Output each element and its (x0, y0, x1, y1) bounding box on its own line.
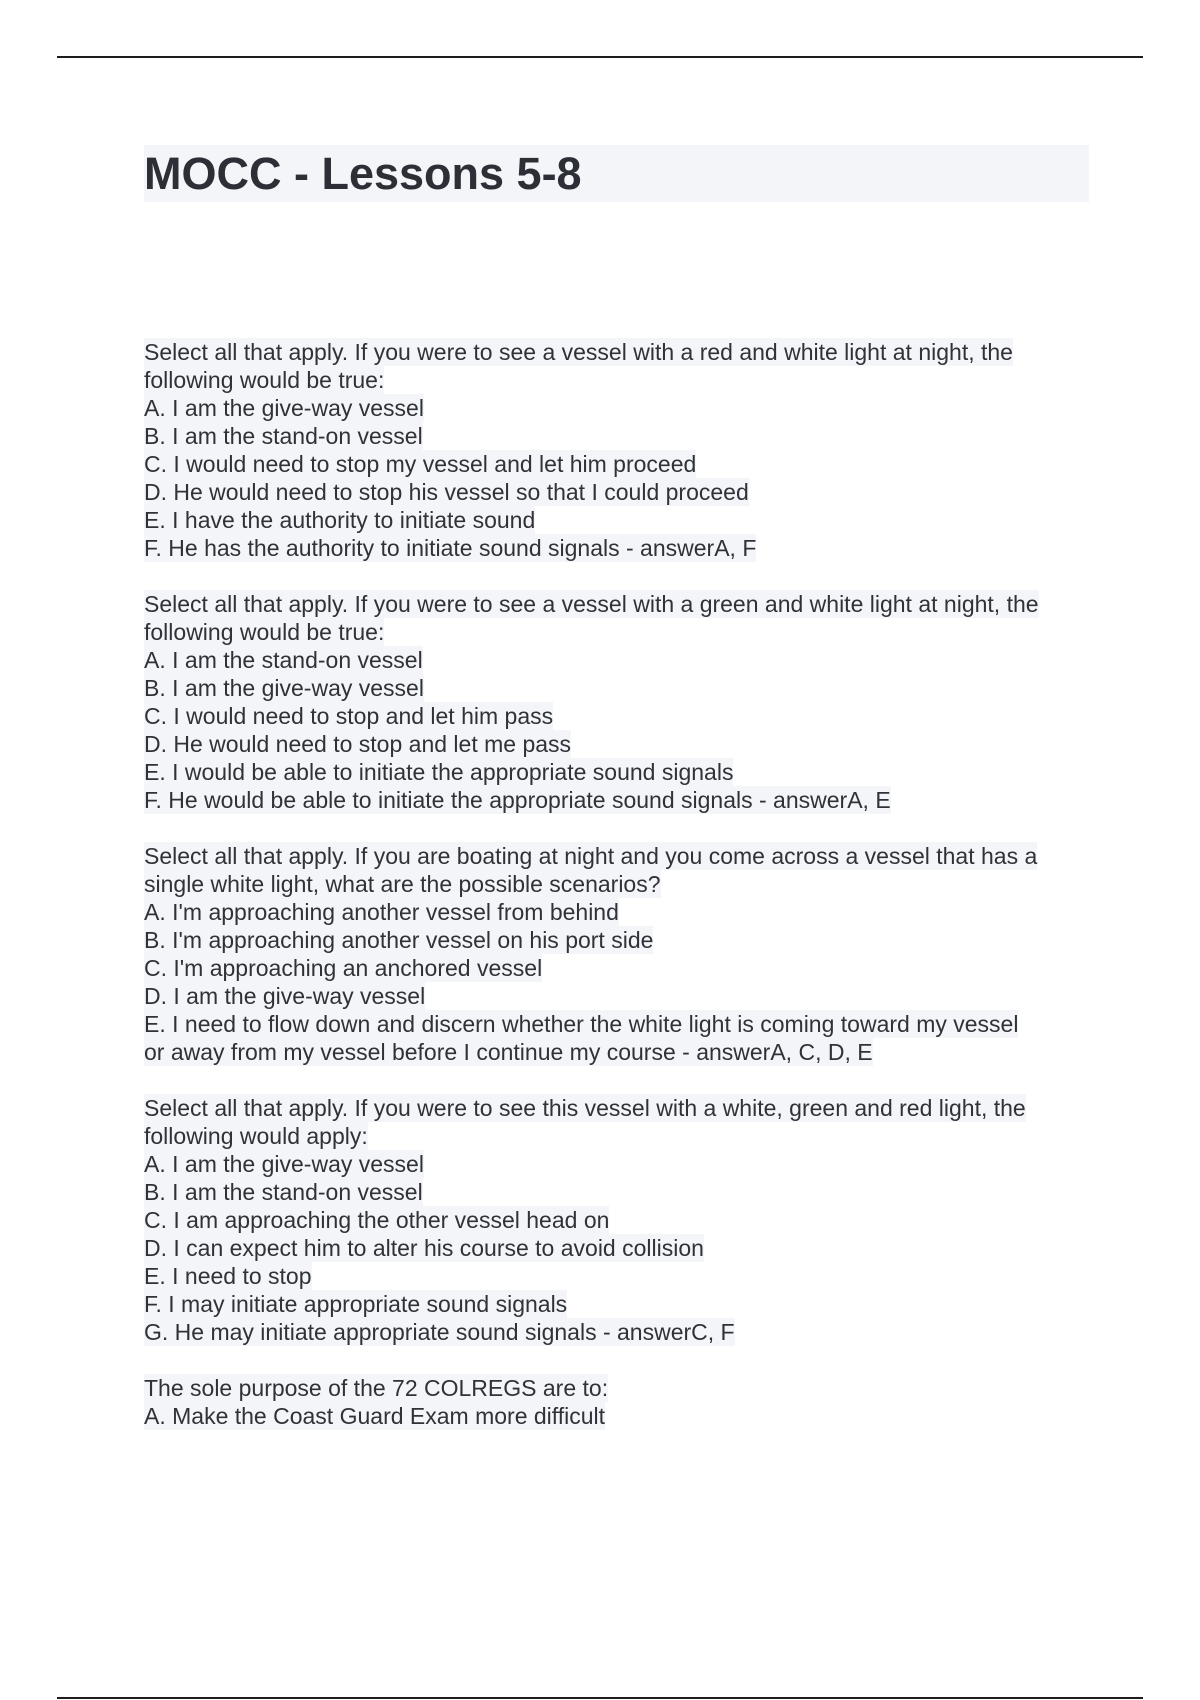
question-block-2 (144, 590, 1104, 814)
question-block-5 (144, 1374, 1104, 1430)
question-2-line: following would be true: (144, 619, 385, 645)
question-3-option: A. I'm approaching another vessel from behind (144, 899, 619, 925)
question-1-option: B. I am the stand-on vessel (144, 423, 423, 449)
page-title: MOCC - Lessons 5-8 (144, 145, 1089, 202)
question-4-option: A. I am the give-way vessel (144, 1151, 424, 1177)
question-3-line: Select all that apply. If you are boating at night and you come across a vessel that has a (144, 843, 1038, 869)
question-1-option-answer: F. He has the authority to initiate sound signals - answerA, F (144, 535, 757, 561)
question-3-option: B. I'm approaching another vessel on his port side (144, 927, 654, 953)
question-2-option-answer: F. He would be able to initiate the appropriate sound signals - answerA, E (144, 787, 891, 813)
question-block-4 (144, 1094, 1104, 1346)
question-2-option: E. I would be able to initiate the appropriate sound signals (144, 759, 734, 785)
question-3-option-answer: or away from my vessel before I continue my course - answerA, C, D, E (144, 1039, 873, 1065)
question-1-line: Select all that apply. If you were to see a vessel with a red and white light at night, the (144, 339, 1013, 365)
question-5-option: A. Make the Coast Guard Exam more difficult (144, 1403, 606, 1429)
question-4-line: Select all that apply. If you were to see this vessel with a white, green and red light, the (144, 1095, 1026, 1121)
question-block-1 (144, 338, 1104, 562)
question-2-option: B. I am the give-way vessel (144, 675, 424, 701)
bottom-divider (57, 1697, 1143, 1699)
question-4-option-answer: G. He may initiate appropriate sound signals - answerC, F (144, 1319, 735, 1345)
question-4-line: following would apply: (144, 1123, 368, 1149)
question-4-option: D. I can expect him to alter his course to avoid collision (144, 1235, 704, 1261)
question-3-line: single white light, what are the possible scenarios? (144, 871, 661, 897)
question-1-option: A. I am the give-way vessel (144, 395, 424, 421)
question-3-option: E. I need to flow down and discern whether the white light is coming toward my vessel (144, 1011, 1019, 1037)
question-3-option: D. I am the give-way vessel (144, 983, 426, 1009)
question-2-option: C. I would need to stop and let him pass (144, 703, 554, 729)
question-4-option: B. I am the stand-on vessel (144, 1179, 423, 1205)
question-1-option: D. He would need to stop his vessel so that I could proceed (144, 479, 749, 505)
question-4-option: E. I need to stop (144, 1263, 312, 1289)
question-4-option: C. I am approaching the other vessel head on (144, 1207, 610, 1233)
question-2-line: Select all that apply. If you were to see a vessel with a green and white light at night, the (144, 591, 1039, 617)
question-1-option: C. I would need to stop my vessel and let him proceed (144, 451, 697, 477)
question-3-option: C. I'm approaching an anchored vessel (144, 955, 543, 981)
top-divider (57, 56, 1143, 58)
question-block-3 (144, 842, 1104, 1066)
question-2-option: D. He would need to stop and let me pass (144, 731, 572, 757)
question-1-option: E. I have the authority to initiate sound (144, 507, 536, 533)
question-list (144, 338, 1104, 1458)
question-1-line: following would be true: (144, 367, 385, 393)
question-5-line: The sole purpose of the 72 COLREGS are to: (144, 1375, 609, 1401)
question-2-option: A. I am the stand-on vessel (144, 647, 423, 673)
question-4-option: F. I may initiate appropriate sound signals (144, 1291, 568, 1317)
